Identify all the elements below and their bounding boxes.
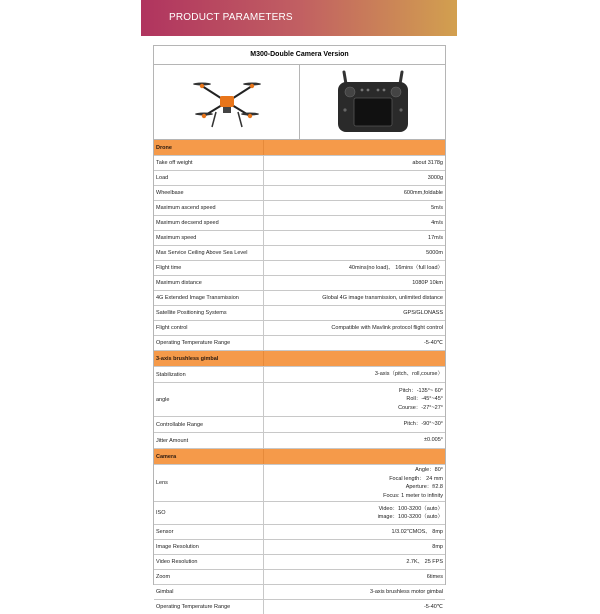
spec-label: Operating Temperature Range [154, 336, 264, 350]
spec-row [154, 291, 445, 306]
spec-row [154, 367, 445, 383]
spec-label: Flight control [154, 321, 264, 335]
sheet-title: M300-Double Camera Version [154, 46, 445, 65]
spec-label: Max Service Ceiling Above Sea Level [154, 246, 264, 260]
value-line: Focal length： 24 mm [389, 475, 443, 482]
spec-value-multiline [264, 465, 445, 501]
spec-label: Video Resolution [154, 555, 264, 569]
spec-row [154, 261, 445, 276]
spec-row [154, 276, 445, 291]
spec-label: Gimbal [154, 585, 264, 599]
spec-label: ISO [154, 502, 264, 524]
spec-value: 6times [426, 573, 443, 580]
spec-row [154, 306, 445, 321]
spec-value: 40mins(no load)、 16mins（full load） [348, 264, 443, 271]
spec-row [154, 383, 445, 417]
spec-row [154, 433, 445, 449]
spec-label: Sensor [154, 525, 264, 539]
spec-row [154, 336, 445, 351]
spec-value: 3-axis brushless motor gimbal [369, 588, 443, 595]
spec-row [154, 156, 445, 171]
drone-image-cell [154, 65, 299, 139]
spec-value-multiline [264, 502, 445, 524]
spec-label: Load [154, 171, 264, 185]
spec-value: 3-axis（pitch、roll,course） [374, 371, 443, 378]
section-gimbal [154, 351, 445, 367]
value-line: Roll：-45°~45° [406, 396, 443, 403]
spec-row [154, 525, 445, 540]
spec-label: Operating Temperature Range [154, 600, 264, 614]
spec-sheet [153, 45, 446, 610]
spec-value: Global 4G image transmission, unlimited distance [322, 294, 443, 301]
spec-value: 600mm,foldable [403, 189, 443, 196]
spec-value: about 3178g [412, 159, 443, 166]
spec-label: Controllable Range [154, 417, 264, 432]
spec-value: -5-40℃ [423, 603, 443, 610]
spec-label: Maximum speed [154, 231, 264, 245]
spec-label: Flight time [154, 261, 264, 275]
value-line: Aperture：f/2.8 [405, 484, 443, 490]
banner-title: PRODUCT PARAMETERS [169, 12, 293, 23]
spec-row [154, 231, 445, 246]
spec-label: Lens [154, 465, 264, 501]
value-line: Focus: 1 meter to infinity [383, 492, 443, 499]
value-line: Pitch：-135°~ 60° [399, 387, 443, 394]
spec-row [154, 555, 445, 570]
spec-row [154, 216, 445, 231]
spec-label: Maximum decsend speed [154, 216, 264, 230]
section-label: Drone [154, 140, 264, 155]
spec-value: 5m/s [431, 204, 443, 211]
spec-value: 1080P 10km [412, 279, 443, 286]
spec-value: 4m/s [431, 219, 443, 226]
spec-value: 8mp [432, 543, 443, 550]
spec-value: 1/3.02"CMOS、 8mp [391, 528, 443, 535]
header-banner [141, 0, 457, 36]
spec-row [154, 570, 445, 585]
remote-controller-icon [336, 70, 410, 134]
spec-value: Compatible with Mavlink protocol flight control [331, 324, 443, 331]
spec-value: 3000g [427, 174, 443, 181]
spec-label: Satellite Positioning Systems [154, 306, 264, 320]
spec-label: Zoom [154, 570, 264, 584]
spec-label: Take off weight [154, 156, 264, 170]
spec-label: Stabilization [154, 367, 264, 382]
spec-row [154, 465, 445, 502]
spec-value: GPS/GLONASS [403, 309, 443, 316]
spec-value-multiline [264, 383, 445, 416]
spec-value: 2.7K、 25 FPS [406, 558, 443, 565]
spec-label: Maximum distance [154, 276, 264, 290]
spec-row [154, 417, 445, 433]
spec-row [154, 321, 445, 336]
spec-row [154, 186, 445, 201]
product-images [154, 65, 445, 140]
spec-row [154, 171, 445, 186]
spec-label: 4G Extended Image Transmission [154, 291, 264, 305]
spec-value: 17m/s [428, 234, 443, 241]
section-label: 3-axis brushless gimbal [154, 351, 264, 366]
controller-image-cell [299, 65, 445, 139]
section-drone [154, 140, 445, 156]
value-line: Angle：80° [415, 467, 443, 473]
section-label: Camera [154, 449, 264, 464]
spec-row [154, 585, 445, 600]
spec-row [154, 502, 445, 525]
spec-label: Image Resolution [154, 540, 264, 554]
section-camera [154, 449, 445, 465]
spec-value: ±0.005° [424, 437, 443, 444]
spec-label: Jitter Amount [154, 433, 264, 448]
spec-value: 5000m [426, 249, 443, 256]
drone-icon [192, 72, 262, 132]
spec-label: Maximum ascend speed [154, 201, 264, 215]
spec-value: -5-40℃ [423, 339, 443, 346]
spec-row [154, 201, 445, 216]
spec-label: angle [154, 383, 264, 416]
value-line: Video：100-3200（auto） [378, 505, 443, 512]
value-line: Course：-27°~27° [398, 404, 443, 411]
spec-row [154, 246, 445, 261]
spec-row [154, 600, 445, 614]
spec-row [154, 540, 445, 555]
spec-value: Pitch：-90°~30° [403, 421, 443, 428]
value-line: image：100-3200（auto） [377, 514, 443, 520]
spec-label: Wheelbase [154, 186, 264, 200]
